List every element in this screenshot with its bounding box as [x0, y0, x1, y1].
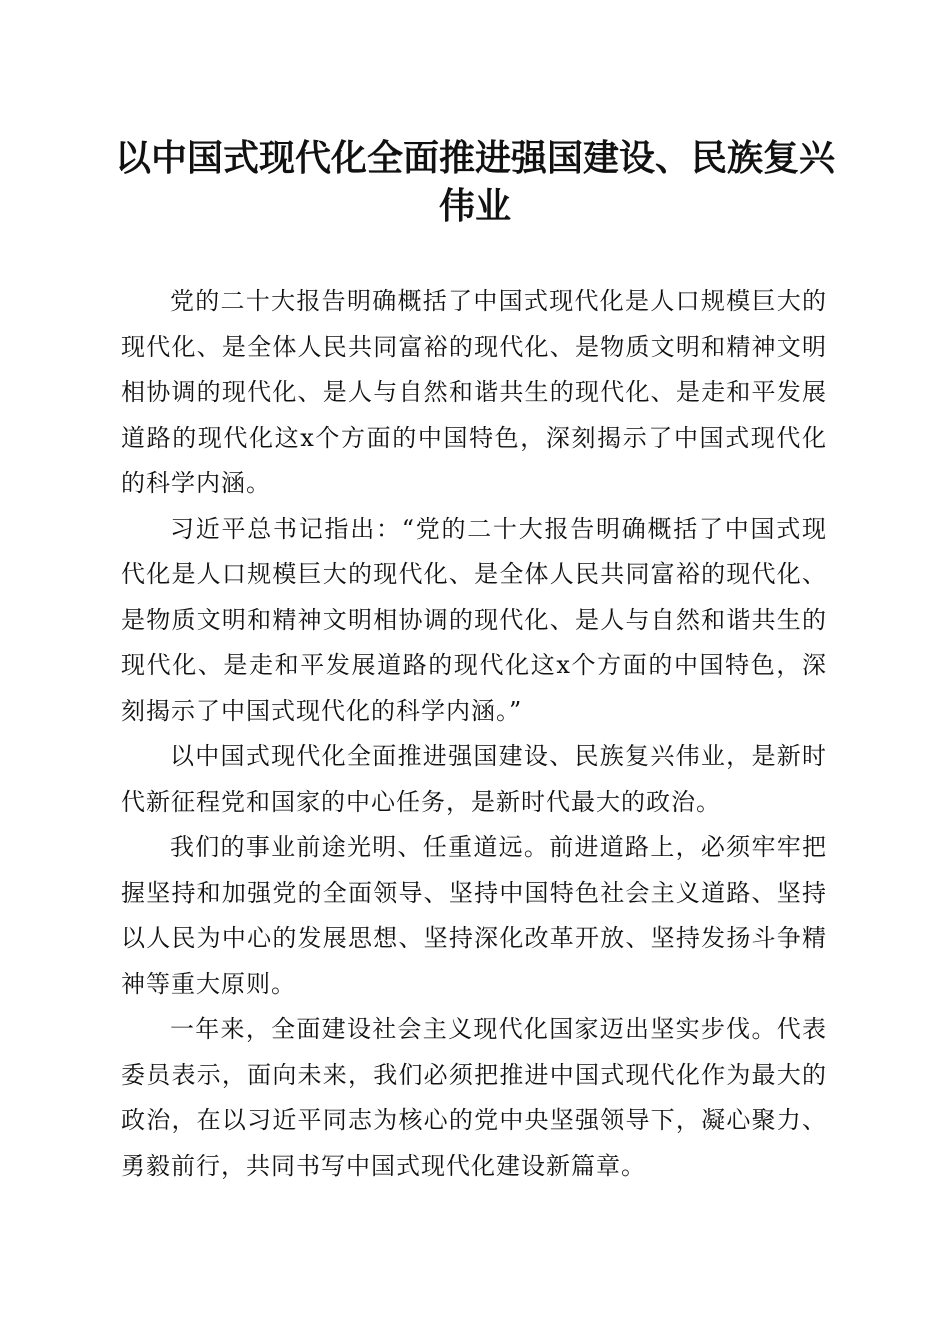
document-body [121, 279, 827, 1189]
paragraph-1: 党的二十大报告明确概括了中国式现代化是人口规模巨大的现代化、是全体人民共同富裕的现代化、是物质文明和精神文明相协调的现代化、是人与自然和谐共生的现代化、是走和平发展道路的现代化这x个方面的中国特色，深刻揭示了中国式现代化的科学内涵。 [121, 287, 827, 497]
paragraph-5: 一年来，全面建设社会主义现代化国家迈出坚实步伐。代表委员表示，面向未来，我们必须把推进中国式现代化作为最大的政治，在以习近平同志为核心的党中央坚强领导下，凝心聚力、勇毅前行，共同书写中国式现代化建设新篇章。 [121, 1015, 827, 1180]
paragraph-3: 以中国式现代化全面推进强国建设、民族复兴伟业，是新时代新征程党和国家的中心任务，是新时代最大的政治。 [121, 742, 827, 816]
paragraph-2: 习近平总书记指出：“党的二十大报告明确概括了中国式现代化是人口规模巨大的现代化、是全体人民共同富裕的现代化、是物质文明和精神文明相协调的现代化、是人与自然和谐共生的现代化、是走和平发展道路的现代化这x个方面的中国特色，深刻揭示了中国式现代化的科学内涵。” [121, 514, 827, 725]
document-title: 以中国式现代化全面推进强国建设、民族复兴伟业 [114, 137, 835, 227]
paragraph-4: 我们的事业前途光明、任重道远。前进道路上，必须牢牢把握坚持和加强党的全面领导、坚持中国特色社会主义道路、坚持以人民为中心的发展思想、坚持深化改革开放、坚持发扬斗争精神等重大原则。 [121, 833, 827, 998]
